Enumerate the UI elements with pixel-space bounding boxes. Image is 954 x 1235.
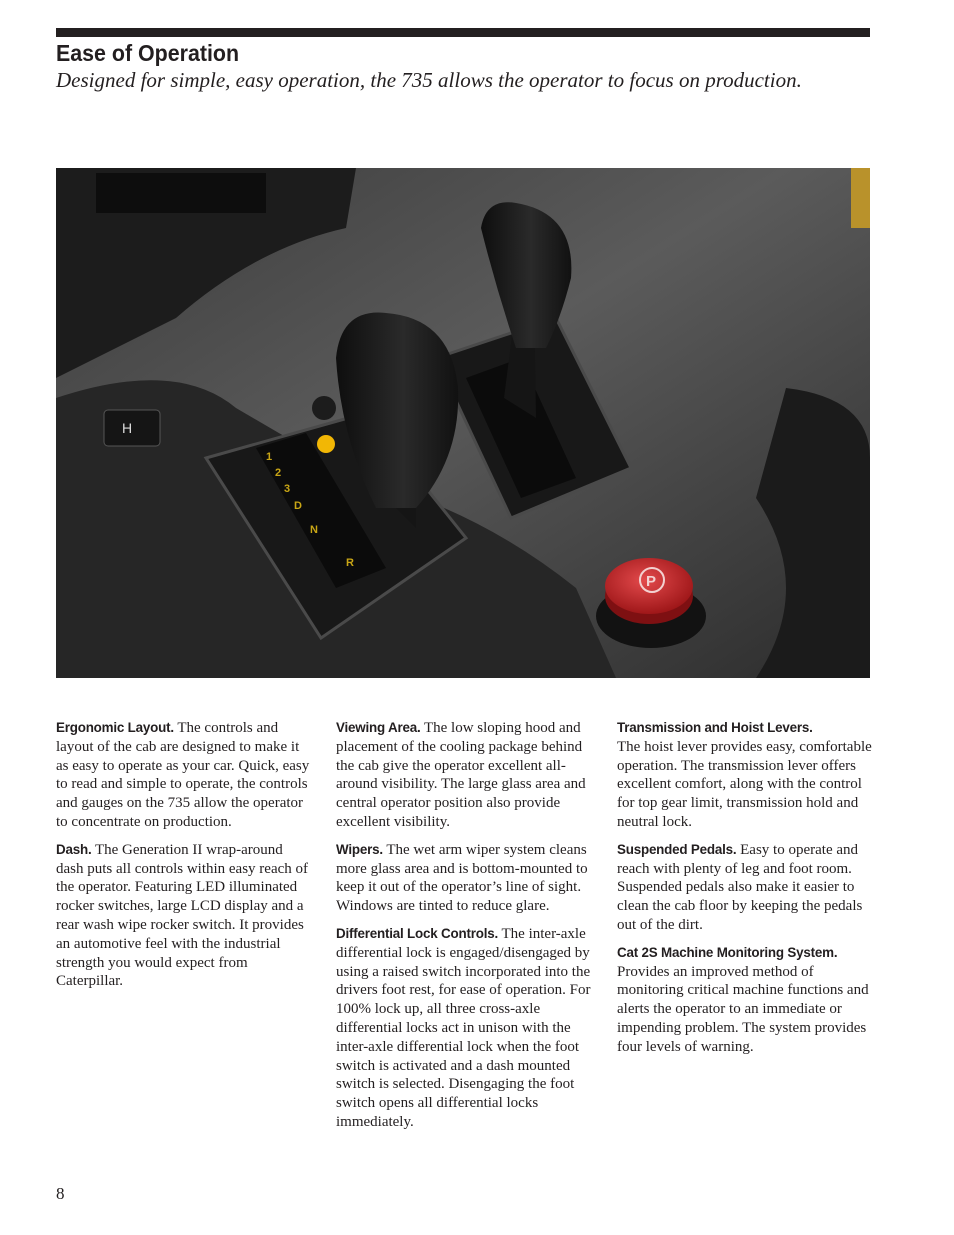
svg-text:D: D <box>294 500 302 512</box>
section-heading: Ergonomic Layout. <box>56 720 174 735</box>
section-body: The Generation II wrap-around dash puts all controls within easy reach of the operator. Featuring LED illuminated rocker switches, large LCD display and a rear wash wipe rocker switch. It provides an automotive feel with the industrial strength you would expect from Caterpillar. <box>56 841 309 990</box>
section-heading: Suspended Pedals. <box>617 841 737 857</box>
page-title: Ease of Operation <box>56 40 240 66</box>
section-heading: Differential Lock Controls. <box>336 925 499 941</box>
svg-text:R: R <box>346 557 354 569</box>
section-body: The low sloping hood and placement of the cooling package behind the cab give the operator excellent all-around visibility. The large glass area and central operator position also provide excellent visibility. <box>336 720 586 830</box>
section-body: Easy to operate and reach with plenty of leg and foot room. Suspended pedals also make it easier to clean the cab floor by keeping the pedals out of the dirt. <box>617 841 863 933</box>
header-rule <box>56 28 870 37</box>
svg-text:1: 1 <box>266 451 273 463</box>
section-body: The hoist lever provides easy, comfortable operation. The transmission lever offers excellent comfort, along with the control for top gear limit, transmission hold and neutral lock. <box>617 738 872 830</box>
section-body: Provides an improved method of monitoring critical machine functions and alerts the operator to an immediate or impending problem. The system provides four levels of warning. <box>617 963 869 1055</box>
svg-text:2: 2 <box>275 467 282 479</box>
section-heading: Viewing Area. <box>336 720 421 735</box>
section-transmission-hoist <box>617 719 875 832</box>
text-column-3 <box>617 719 875 1066</box>
section-heading: Transmission and Hoist Levers. <box>617 720 813 735</box>
section-wipers <box>336 841 594 916</box>
section-heading: Dash. <box>56 841 92 857</box>
page-subtitle: Designed for simple, easy operation, the 735 allows the operator to focus on production. <box>56 68 802 92</box>
section-differential-lock <box>336 925 594 1132</box>
section-viewing-area <box>336 719 594 832</box>
section-ergonomic-layout <box>56 719 314 832</box>
section-heading: Cat 2S Machine Monitoring System. <box>617 944 838 960</box>
svg-text:N: N <box>310 524 318 536</box>
section-body: The wet arm wiper system cleans more glass area and is bottom-mounted to keep it out of the operator’s line of sight. Windows are tinted to reduce glare. <box>336 841 588 915</box>
section-body: The controls and layout of the cab are designed to make it as easy to operate as your car. Quick, easy to read and simple to operate, the controls and gauges on the 735 allow the operator to concentrate on production. <box>56 720 310 830</box>
page-number: 8 <box>56 1184 65 1203</box>
svg-text:H: H <box>122 420 133 436</box>
text-column-1 <box>56 719 314 1000</box>
cab-controls-photo <box>56 168 870 678</box>
svg-text:P: P <box>646 573 657 590</box>
section-heading: Wipers. <box>336 841 383 857</box>
svg-text:3: 3 <box>284 483 291 495</box>
section-body: The inter-axle differential lock is engaged/disengaged by using a raised switch incorporated into the drivers foot rest, for ease of operation. For 100% lock up, all three cross-axle differential locks act in unison with the inter-axle differential lock when the foot switch is activated and a dash mounted switch is selected. Disengaging the foot switch opens all differential locks immediately. <box>336 925 591 1130</box>
section-dash <box>56 841 314 991</box>
text-column-2 <box>336 719 594 1141</box>
section-monitoring-system <box>617 944 875 1057</box>
section-suspended-pedals <box>617 841 875 935</box>
